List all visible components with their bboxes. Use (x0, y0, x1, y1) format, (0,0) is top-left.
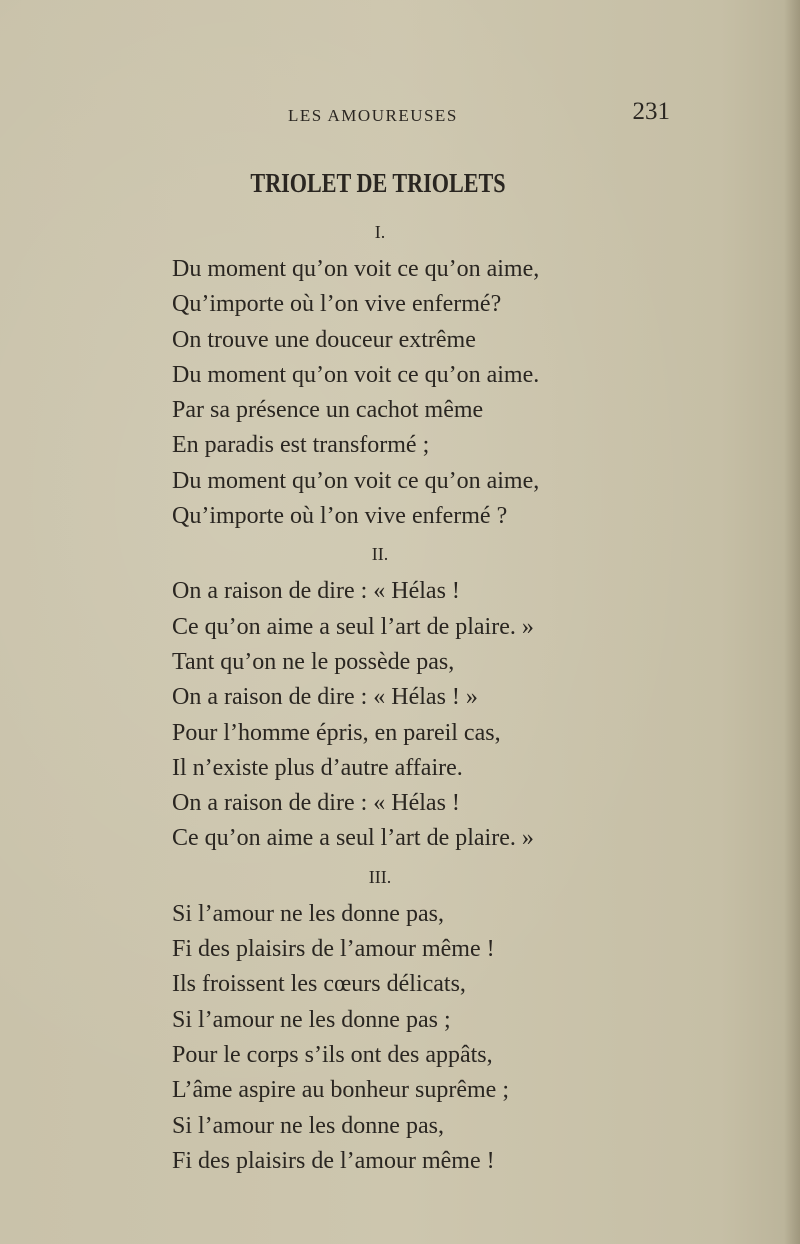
verse-line: On a raison de dire : « Hélas ! (172, 790, 460, 817)
stanza-number: II. (371, 544, 389, 565)
verse-line: Qu’importe où l’on vive enfermé? (172, 291, 502, 318)
verse-line: Il n’existe plus d’autre affaire. (172, 754, 463, 781)
verse-line: Si l’amour ne les donne pas, (172, 900, 444, 927)
stanza-number: I. (374, 222, 386, 242)
stanza-number: III. (368, 866, 392, 887)
poem-body (172, 212, 612, 1179)
verse-line: On a raison de dire : « Hélas ! (172, 578, 460, 605)
poem-title: TRIOLET DE TRIOLETS (250, 168, 506, 198)
verse-line: On trouve une douceur extrême (172, 326, 476, 353)
verse-line: L’âme aspire au bonheur suprême ; (172, 1077, 509, 1104)
running-title: LES AMOUREUSES (288, 106, 458, 125)
verse-line: Qu’importe où l’on vive enfermé ? (172, 503, 508, 530)
verse-line: En paradis est transformé ; (172, 432, 430, 459)
verse-line: Pour l’homme épris, en pareil cas, (172, 719, 501, 746)
verse-line: On a raison de dire : « Hélas ! » (172, 684, 478, 711)
verse-line: Du moment qu’on voit ce qu’on aime, (172, 256, 540, 282)
verse-line: Pour le corps s’ils ont des appâts, (172, 1041, 493, 1068)
verse-line: Du moment qu’on voit ce qu’on aime, (172, 467, 540, 494)
verse-line: Fi des plaisirs de l’amour même ! (172, 1147, 495, 1174)
page-number: 231 (632, 98, 670, 125)
verse-line: Ce qu’on aime a seul l’art de plaire. » (172, 613, 534, 640)
verse-line: Si l’amour ne les donne pas ; (172, 1006, 451, 1033)
verse-line: Si l’amour ne les donne pas, (172, 1112, 444, 1139)
verse-line: Tant qu’on ne le possède pas, (172, 648, 455, 675)
page-edge-shadow (784, 0, 800, 1244)
verse-line: Ce qu’on aime a seul l’art de plaire. » (172, 825, 534, 852)
running-head (170, 98, 670, 130)
verse-line: Fi des plaisirs de l’amour même ! (172, 936, 495, 963)
verse-line: Par sa présence un cachot même (172, 397, 484, 424)
verse-line: Du moment qu’on voit ce qu’on aime. (172, 361, 540, 388)
verse-line: Ils froissent les cœurs délicats, (172, 971, 466, 998)
